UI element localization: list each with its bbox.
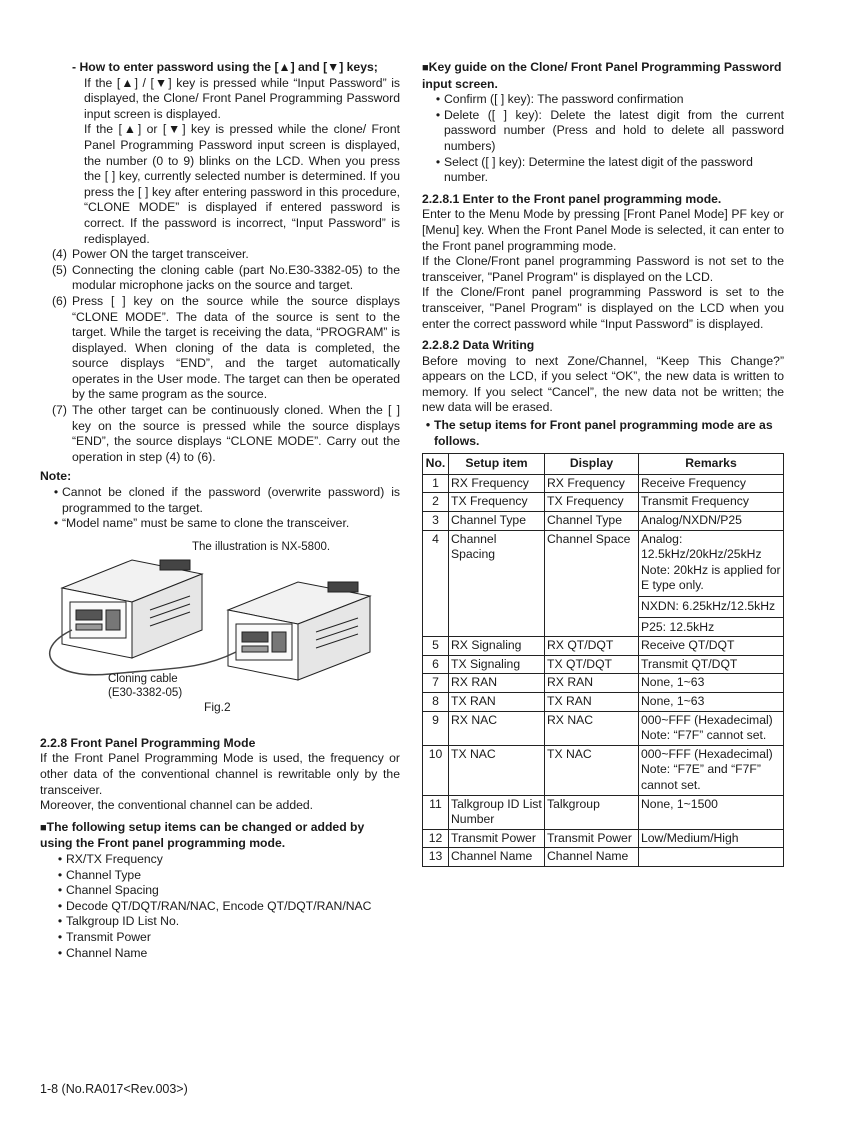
password-entry-heading: - How to enter password using the [▲] and [▼] keys; (72, 60, 378, 74)
section-title-2-2-8-1: 2.2.8.1 Enter to the Front panel programming mode. (422, 191, 722, 206)
section-2-2-8-1-para-3: If the Clone/Front panel programming Password is set to the transceiver, "Panel Program" is displayed on the LCD when you enter the correct password while “Input Password” is displayed. (422, 285, 784, 331)
col-header-no: No. (423, 454, 449, 475)
key-guide-list (432, 92, 784, 186)
table-row: 13 Channel Name Channel Name (423, 848, 784, 867)
col-header-display: Display (545, 454, 639, 475)
transceiver-illustration (40, 540, 400, 726)
table-row: 7 RX RAN RX RAN None, 1~63 (423, 674, 784, 693)
table-row: 10 TX NAC TX NAC 000~FFF (Hexadecimal) Note: “F7E” and “F7F” cannot set. (423, 745, 784, 795)
section-title-2-2-8: 2.2.8 Front Panel Programming Mode (40, 735, 256, 750)
table-row: 8 TX RAN TX RAN None, 1~63 (423, 692, 784, 711)
step-4: (4) Power ON the target transceiver. (52, 247, 249, 262)
section-2-2-8-1-para-2: If the Clone/Front panel programming Password is not set to the transceiver, "Panel Program" is displayed on the LCD. (422, 254, 784, 284)
figure-label: Fig.2 (204, 699, 231, 714)
table-row: 6 TX Signaling TX QT/DQT Transmit QT/DQT (423, 655, 784, 674)
section-paragraph-1: If the Front Panel Programming Mode is used, the frequency or other data of the conventional channel is rewritable only by the transceiver. (40, 751, 400, 797)
table-row: 2 TX Frequency TX Frequency Transmit Frequency (423, 493, 784, 512)
key-guide-item: • Confirm ([ ] key): The password confirmation (435, 92, 684, 107)
table-row: 4 Channel Spacing Channel Space Analog: 12.5kHz/20kHz/25kHz Note: 20kHz is applied for E type only. NXDN: 6.25kHz/12.5kHz P25: 12.5kHz (423, 530, 784, 637)
step-5: (5) Connecting the cloning cable (part No.E30-3382-05) to the modular microphone jacks on the source and target. (52, 262, 400, 293)
table-row: 9 RX NAC RX NAC 000~FFF (Hexadecimal) Note: “F7F” cannot set. (423, 711, 784, 745)
key-guide-item: • Delete ([ ] key): Delete the latest digit from the current password number (Press and hold to delete all password numbers) (435, 107, 784, 153)
col-header-setup-item: Setup item (449, 454, 545, 475)
password-entry-para-2: If the [▲] or [▼] key is pressed while the clone/ Front Panel Programming Password input screen is displayed, the number (0 to 9) blinks on the LCD. When you press the [ ] key, currently selected number is determined. If you press the [ ] key after entering password in this procedure, “CLONE MODE” is displayed if entered password is correct. If the password is incorrect, “Input Password” is redisplayed. (84, 122, 400, 246)
feature-item: • Transmit Power (57, 929, 151, 944)
table-header-row (423, 454, 784, 475)
page-footer: 1-8 (No.RA017<Rev.003>) (40, 1082, 188, 1096)
setup-items-table (422, 453, 784, 867)
note-item: • “Model name” must be same to clone the transceiver. (53, 516, 350, 531)
feature-item: • Channel Type (57, 867, 141, 882)
feature-item: • RX/TX Frequency (57, 851, 163, 866)
remarks-channel-spacing: Analog: 12.5kHz/20kHz/25kHz Note: 20kHz is applied for E type only. NXDN: 6.25kHz/12.5kHz P25: 12.5kHz (639, 530, 784, 637)
step-7: (7) The other target can be continuously cloned. When the [ ] key on the source is pressed while the source displays “END”, the source displays “CLONE MODE”. Carry out the operation in step (4) to (6). (52, 403, 400, 464)
section-2-2-8-1-para-1: Enter to the Menu Mode by pressing [Front Panel Mode] PF key or [Menu] key. When the Front Panel Mode is selected, it can enter to the Front panel programming mode. (422, 207, 784, 253)
left-column (40, 60, 400, 961)
right-column (422, 60, 784, 867)
feature-list (54, 852, 400, 961)
feature-item: • Channel Name (57, 945, 148, 960)
section-2-2-8-2-para-1: Before moving to next Zone/Channel, “Keep This Change?” appears on the LCD, if you select “OK”, the new data is written to memory. If you select “Cancel”, the new data not be written; the new data will be erased. (422, 353, 784, 415)
key-guide-heading: ■Key guide on the Clone/ Front Panel Programming Password input screen. (422, 60, 782, 91)
password-entry-para-1: If the [▲] / [▼] key is pressed while “Input Password” is displayed, the Clone/ Front Panel Programming Password input screen is displayed. (84, 75, 400, 121)
note-list (50, 485, 400, 532)
cloning-cable-label: Cloning cable (E30-3382-05) (108, 672, 183, 699)
table-row: 3 Channel Type Channel Type Analog/NXDN/P25 (423, 512, 784, 531)
feature-item: • Decode QT/DQT/RAN/NAC, Encode QT/DQT/RAN/NAC (57, 898, 372, 913)
table-row: 12 Transmit Power Transmit Power Low/Medium/High (423, 829, 784, 848)
col-header-remarks: Remarks (639, 454, 784, 475)
feature-item: • Talkgroup ID List No. (57, 914, 180, 929)
feature-heading: ■The following setup items can be changed or added by using the Front panel programming mode. (40, 819, 365, 851)
cloning-figure (40, 540, 400, 726)
feature-item: • Channel Spacing (57, 883, 159, 898)
key-guide-item: • Select ([ ] key): Determine the latest digit of the password number. (435, 154, 753, 185)
table-row: 1 RX Frequency RX Frequency Receive Frequency (423, 474, 784, 493)
section-title-2-2-8-2: 2.2.8.2 Data Writing (422, 338, 535, 353)
step-6: (6) Press [ ] key on the source while the source displays “CLONE MODE”. The data of the source is sent to the target. While the target is receiving the data, “PROGRAM” is displayed. When cloning of the data is completed, the source displays “END”, and the target automatically operates in the User mode. The target can then be operated by the same program as the source. (52, 293, 400, 402)
note-item: • Cannot be cloned if the password (overwrite password) is programmed to the target. (53, 485, 400, 515)
section-paragraph-2: Moreover, the conventional channel can be added. (40, 798, 314, 813)
figure-caption: The illustration is NX-5800. (192, 540, 331, 553)
table-row: 11 Talkgroup ID List Number Talkgroup None, 1~1500 (423, 795, 784, 829)
table-row: 5 RX Signaling RX QT/DQT Receive QT/DQT (423, 637, 784, 656)
table-intro: • The setup items for Front panel programming mode are as follows. (425, 418, 773, 448)
note-label: Note: (40, 469, 72, 484)
